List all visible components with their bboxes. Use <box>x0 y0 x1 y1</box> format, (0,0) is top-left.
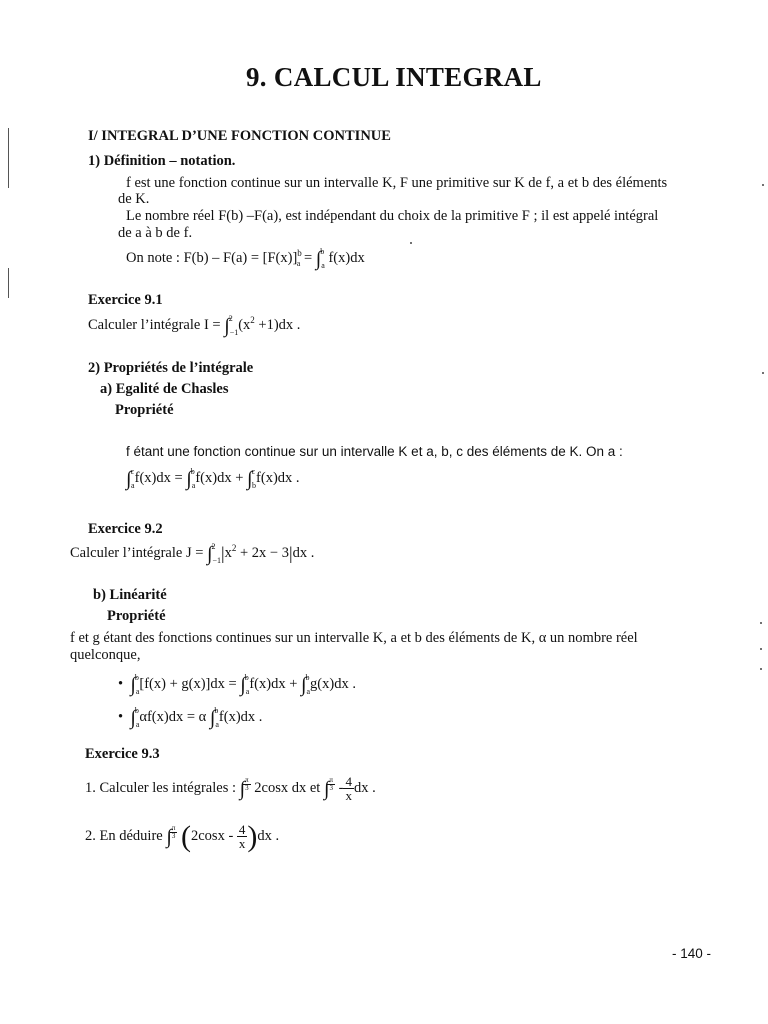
abs-bar: | <box>221 543 225 563</box>
integral-sign: ∫ <box>126 468 132 490</box>
limit-upper: 2 <box>228 314 233 323</box>
notation-formula <box>126 247 365 271</box>
limit-lower: a <box>191 481 196 490</box>
exercise-text: 2. En déduire <box>85 828 163 844</box>
limit-lower: a <box>296 258 301 268</box>
chasles-formula <box>126 467 300 491</box>
subsection-heading: a) Egalité de Chasles <box>100 381 229 397</box>
paren-right: ) <box>247 820 258 853</box>
page-number: - 140 - <box>672 946 712 961</box>
abs-bar: | <box>288 543 293 563</box>
exercise-formula <box>88 314 300 338</box>
exercise-question-2 <box>85 820 279 854</box>
integral-sign: ∫ <box>323 777 330 800</box>
formula-text: - <box>338 779 344 796</box>
limit-upper: b <box>320 247 325 256</box>
integral-sign: ∫ <box>207 543 213 565</box>
limit-upper: b <box>305 673 310 682</box>
exercise-text: Calculer l’intégrale I = <box>88 317 221 333</box>
limit-upper-fraction: $\frac{\pi}{3}$ <box>329 775 333 792</box>
scan-dot <box>760 622 762 624</box>
property-text: f étant une fonction continue sur un intervalle K et a, b, c des éléments de K. On a : <box>126 444 623 459</box>
limit-upper: 2 <box>211 542 216 551</box>
scan-dot <box>760 668 762 670</box>
formula-text: dx . <box>292 545 315 561</box>
scan-dot <box>762 372 764 374</box>
definition-text: Le nombre réel F(b) –F(a), est indépendant du choix de la primitive F ; il est appelé intégral <box>126 208 659 224</box>
scan-dot <box>410 242 412 244</box>
formula-text: +1)dx . <box>254 317 301 333</box>
integral-sign: ∫ <box>224 315 230 337</box>
exercise-label: Exercice 9.2 <box>88 521 163 537</box>
formula-text: f(x)dx + <box>195 470 244 486</box>
limit-lower: −1 <box>212 556 222 565</box>
subsection-heading: b) Linéarité <box>93 587 167 603</box>
scan-dot <box>762 184 764 186</box>
exercise-formula <box>70 542 314 566</box>
limit-lower: a <box>321 261 325 270</box>
limit-lower: a <box>135 720 140 729</box>
formula-text: αf(x)dx = α <box>139 709 207 725</box>
limit-lower: −1 <box>229 328 239 337</box>
bullet: • <box>118 676 127 692</box>
integral-sign: ∫ <box>239 777 246 800</box>
limit-upper-fraction: $\frac{\pi}{3}$ <box>245 775 249 792</box>
limit-upper: b <box>297 248 302 259</box>
formula-text: [f(x) + g(x)]dx = <box>139 676 237 692</box>
section-heading: I/ INTEGRAL D’UNE FONCTION CONTINUE <box>88 128 391 144</box>
integral-sign: ∫ <box>130 674 136 696</box>
formula-text: dx . <box>353 779 376 796</box>
subsection-heading: 2) Propriétés de l’intégrale <box>88 360 254 376</box>
definition-text: de a à b de f. <box>118 225 193 241</box>
exponent: 2 <box>250 315 255 326</box>
integral-sign: ∫ <box>240 674 246 696</box>
limit-upper-fraction: $\frac{\pi}{3}$ <box>171 824 176 840</box>
formula-text: On note : F(b) – F(a) = [F(x)] <box>126 250 298 266</box>
fraction: $\frac{4}{x}$ <box>238 822 246 852</box>
limit-lower: a <box>215 720 219 729</box>
formula-text: x <box>224 545 232 561</box>
limit-upper: b <box>214 706 219 715</box>
limit-upper: b <box>244 673 249 682</box>
formula-text: (x <box>238 317 251 333</box>
exercise-question-1 <box>85 775 376 802</box>
scan-dot <box>760 648 762 650</box>
limit-upper: c <box>251 467 256 476</box>
limit-lower: a <box>245 687 250 696</box>
subsection-heading: 1) Définition – notation. <box>88 153 236 169</box>
limit-upper: b <box>134 673 139 682</box>
property-text: quelconque, <box>70 647 141 663</box>
formula-text: f(x)dx . <box>218 709 263 725</box>
margin-scan-line <box>8 128 9 188</box>
formula-text: g(x)dx . <box>310 676 356 692</box>
linearity-formula-1 <box>118 673 356 697</box>
formula-text: 2cosx dx et <box>254 779 321 796</box>
margin-scan-line <box>8 268 9 298</box>
exercise-text: 1. Calculer les intégrales : <box>85 779 236 796</box>
limit-upper: b <box>134 706 139 715</box>
property-label: Propriété <box>115 402 174 418</box>
property-text: f et g étant des fonctions continues sur un intervalle K, a et b des éléments de K, α un nombre réel <box>70 630 638 646</box>
exercise-label: Exercice 9.1 <box>88 292 163 308</box>
formula-text: f(x)dx <box>328 250 365 266</box>
paren-left: ( <box>181 820 191 853</box>
formula-text: f(x)dx . <box>256 470 300 486</box>
fraction: $\frac{4}{x}$ <box>345 774 352 803</box>
formula-text: + 2x − 3 <box>236 545 289 561</box>
integral-sign: ∫ <box>301 674 307 696</box>
limit-upper: c <box>130 467 135 476</box>
definition-text: de K. <box>118 191 150 207</box>
exercise-text: Calculer l’intégrale J = <box>70 545 204 561</box>
limit-lower: b <box>252 481 257 490</box>
page-title: 9. CALCUL INTEGRAL <box>246 62 542 92</box>
formula-text: = <box>303 250 313 266</box>
formula-text: f(x)dx + <box>249 676 298 692</box>
linearity-formula-2 <box>118 706 262 730</box>
limit-lower: a <box>131 481 135 490</box>
bullet: • <box>118 709 127 725</box>
limit-lower: a <box>306 687 311 696</box>
formula-text: f(x)dx = <box>134 470 183 486</box>
integral-sign: ∫ <box>130 707 136 729</box>
integral-sign: ∫ <box>186 468 192 490</box>
integral-sign: ∫ <box>247 468 253 490</box>
exercise-label: Exercice 9.3 <box>85 746 160 762</box>
integral-sign: ∫ <box>166 826 172 848</box>
property-label: Propriété <box>107 608 166 624</box>
formula-text: 2cosx - <box>191 828 234 844</box>
formula-text: dx . <box>257 828 280 844</box>
exponent: 2 <box>231 543 237 554</box>
limit-lower: a <box>135 687 140 696</box>
limit-upper: b <box>190 467 195 476</box>
definition-text: f est une fonction continue sur un intervalle K, F une primitive sur K de f, a et b des éléments <box>126 175 668 191</box>
integral-sign: ∫ <box>315 248 322 270</box>
integral-sign: ∫ <box>209 707 216 729</box>
